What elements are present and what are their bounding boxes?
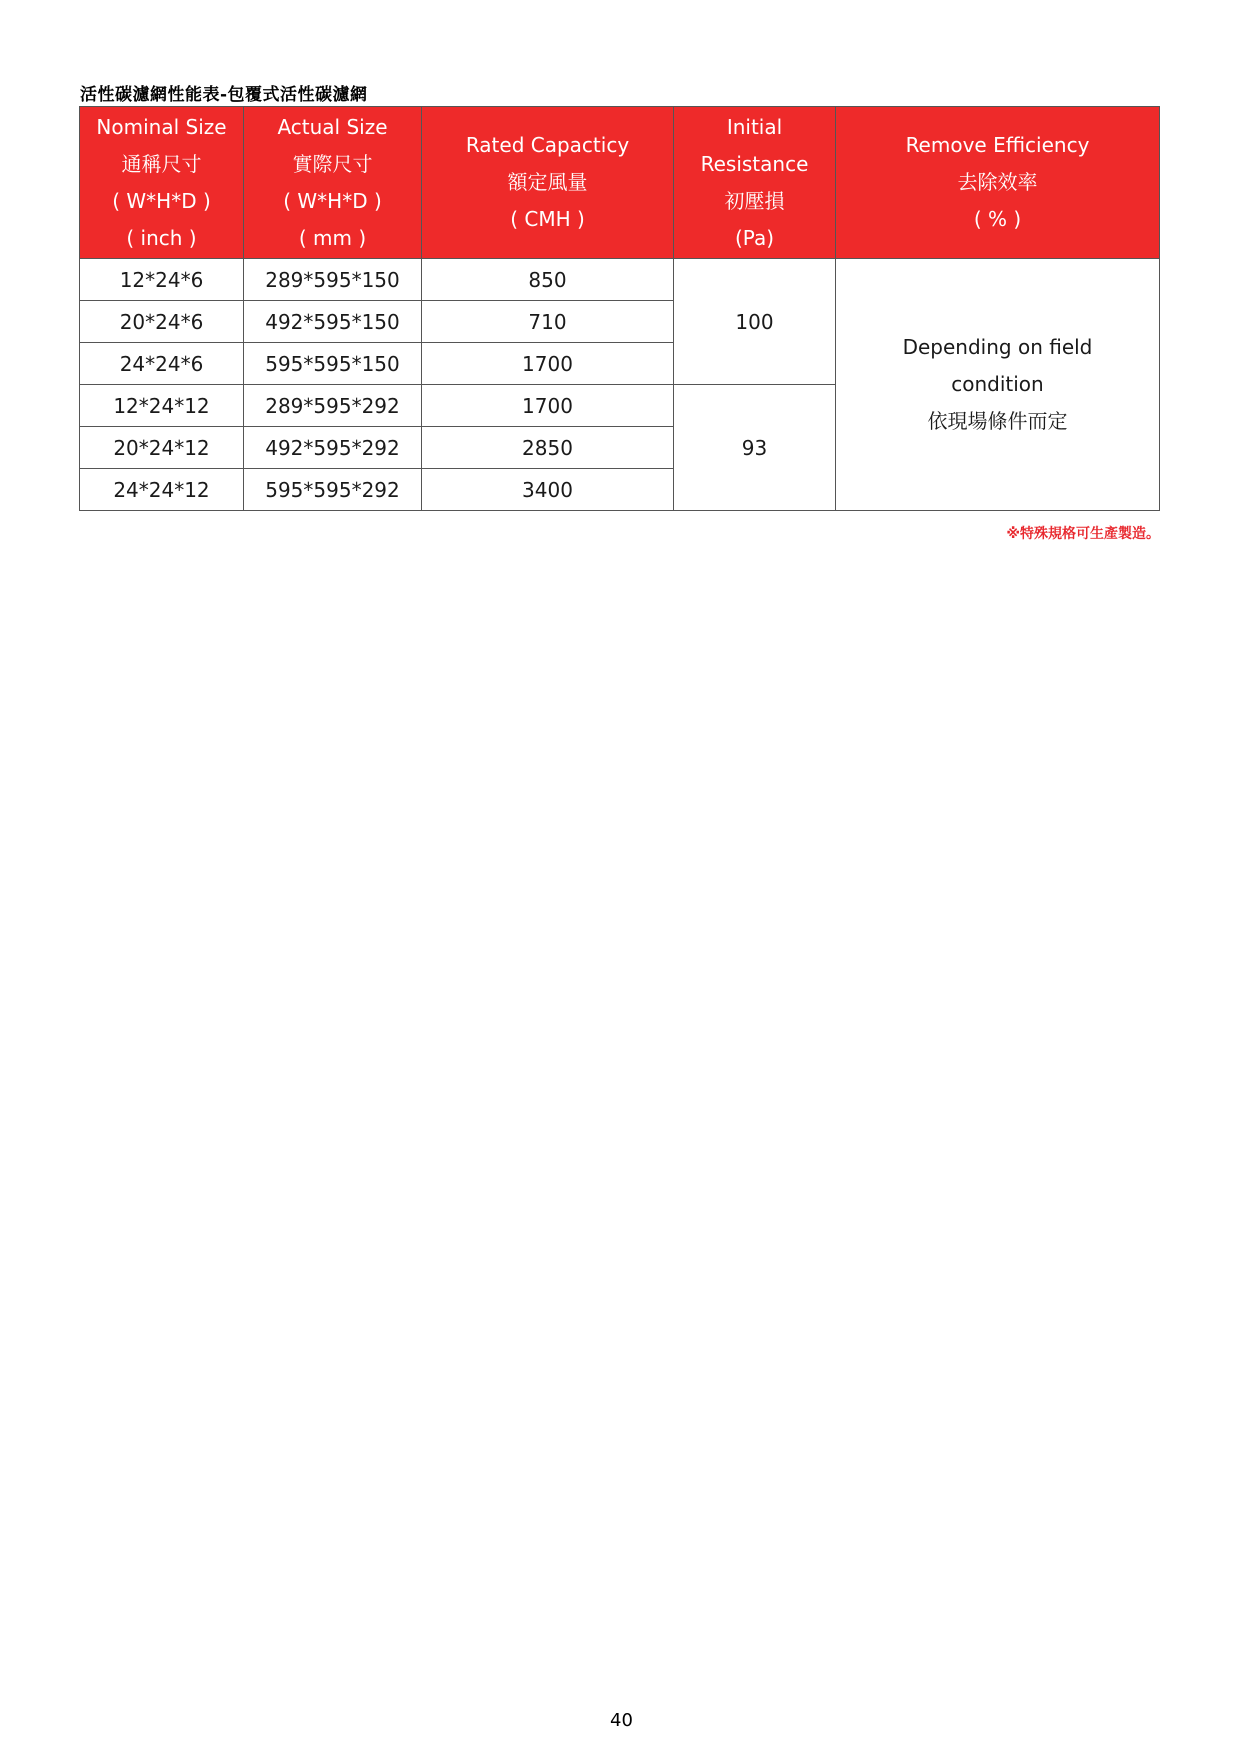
page-number: 40: [610, 1710, 633, 1731]
cell-rated-capacity: 1700: [422, 343, 674, 385]
cell-rated-capacity: 710: [422, 301, 674, 343]
cell-actual-size: 289*595*292: [244, 385, 422, 427]
cell-nominal-size: 12*24*12: [80, 385, 244, 427]
page-title: 活性碳濾網性能表-包覆式活性碳濾網: [80, 85, 368, 105]
header-line: ( W*H*D ): [283, 188, 382, 213]
spec-table: [79, 106, 1160, 511]
cell-initial-resistance: 100: [674, 259, 836, 385]
cell-nominal-size: 12*24*6: [80, 259, 244, 301]
header-line: Actual Size: [277, 114, 388, 139]
cell-rated-capacity: 1700: [422, 385, 674, 427]
efficiency-note-line: condition: [951, 372, 1044, 396]
cell-actual-size: 289*595*150: [244, 259, 422, 301]
header-remove-efficiency: [836, 107, 1160, 259]
cell-rated-capacity: 850: [422, 259, 674, 301]
header-line: 通稱尺寸: [121, 151, 202, 176]
header-line: ( mm ): [298, 225, 367, 250]
cell-remove-efficiency: [836, 259, 1160, 511]
header-line: Rated Capacticy: [465, 133, 630, 157]
header-line: Initial: [726, 114, 783, 139]
header-line: ( CMH ): [510, 207, 585, 231]
cell-actual-size: 595*595*150: [244, 343, 422, 385]
cell-actual-size: 492*595*150: [244, 301, 422, 343]
header-actual-size: [244, 107, 422, 259]
cell-actual-size: 595*595*292: [244, 469, 422, 511]
header-line: ( % ): [973, 207, 1022, 231]
cell-actual-size: 492*595*292: [244, 427, 422, 469]
header-line: Resistance: [700, 151, 809, 176]
header-initial-resistance: [674, 107, 836, 259]
header-line: ( W*H*D ): [112, 188, 211, 213]
header-rated-capacity: [422, 107, 674, 259]
header-line: 去除效率: [957, 170, 1038, 194]
header-line: (Pa): [734, 225, 775, 250]
table-header-row: [80, 107, 1160, 259]
header-line: ( inch ): [126, 225, 197, 250]
efficiency-note-line: Depending on field: [902, 335, 1093, 359]
cell-nominal-size: 20*24*12: [80, 427, 244, 469]
header-line: 實際尺寸: [292, 151, 373, 176]
cell-initial-resistance: 93: [674, 385, 836, 511]
cell-rated-capacity: 2850: [422, 427, 674, 469]
cell-nominal-size: 24*24*12: [80, 469, 244, 511]
efficiency-note-line: 依現場條件而定: [927, 409, 1068, 433]
cell-nominal-size: 24*24*6: [80, 343, 244, 385]
cell-rated-capacity: 3400: [422, 469, 674, 511]
table-row: [80, 259, 1160, 301]
header-line: Nominal Size: [96, 114, 227, 139]
header-line: 額定風量: [507, 170, 588, 194]
header-line: 初壓損: [724, 188, 785, 213]
header-nominal-size: [80, 107, 244, 259]
footnote: ※特殊規格可生產製造。: [1006, 526, 1160, 542]
header-line: Remove Efficiency: [905, 133, 1090, 157]
cell-nominal-size: 20*24*6: [80, 301, 244, 343]
